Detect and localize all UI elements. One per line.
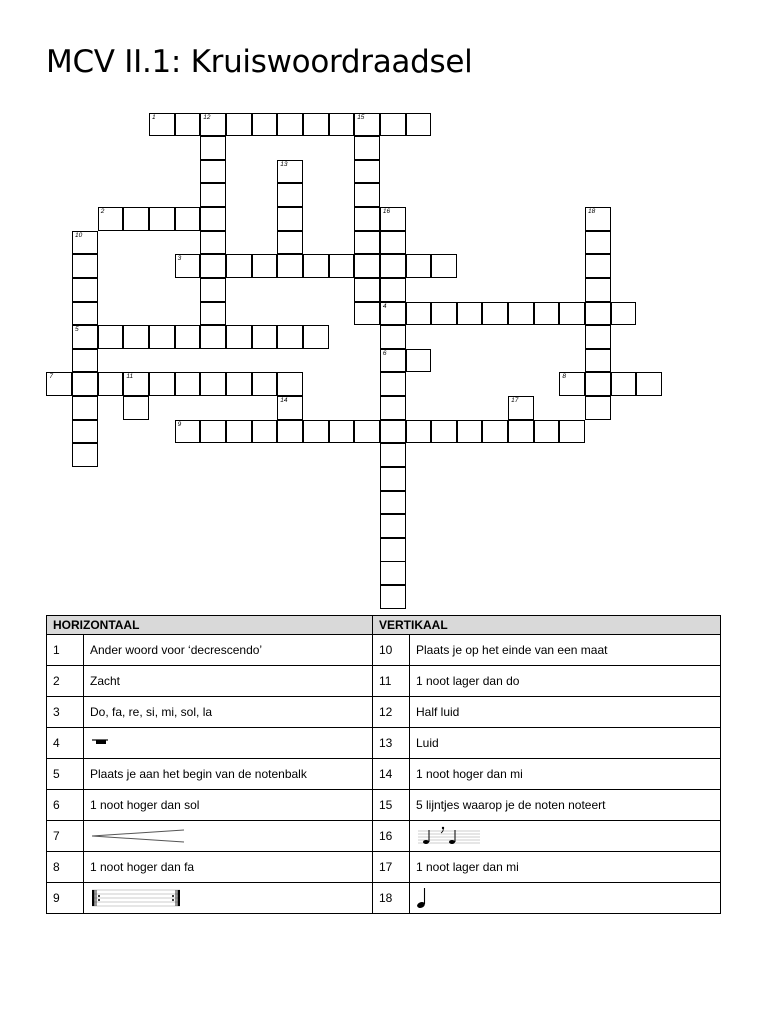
grid-cell[interactable]	[149, 207, 175, 231]
clue-picture	[84, 728, 373, 759]
page-title: MCV II.1: Kruiswoordraadsel	[46, 44, 473, 80]
header-horizontal: HORIZONTAAL	[47, 616, 373, 635]
grid-cell[interactable]	[200, 160, 226, 184]
grid-cell[interactable]	[72, 254, 98, 278]
clue-text: Plaats je aan het begin van de notenbalk	[84, 759, 373, 790]
grid-cell[interactable]	[200, 420, 226, 444]
clue-number-label: 7	[49, 373, 54, 381]
clue-number: 5	[47, 759, 84, 790]
grid-cell[interactable]	[585, 278, 611, 302]
grid-cell[interactable]	[252, 372, 278, 396]
grid-cell[interactable]	[72, 302, 98, 326]
quarter-note-icon	[416, 886, 430, 910]
grid-cell[interactable]	[123, 207, 149, 231]
grid-cell[interactable]	[175, 113, 201, 137]
grid-cell[interactable]	[482, 420, 508, 444]
grid-cell[interactable]	[277, 207, 303, 231]
grid-cell[interactable]	[354, 278, 380, 302]
clue-text: 5 lijntjes waarop je de noten noteert	[410, 790, 721, 821]
whole-rest-icon	[90, 736, 110, 750]
table-row	[47, 790, 721, 821]
grid-cell[interactable]	[585, 302, 611, 326]
grid-cell[interactable]	[380, 585, 406, 609]
grid-cell[interactable]	[277, 372, 303, 396]
grid-cell[interactable]	[431, 420, 457, 444]
header-vertical: VERTIKAAL	[373, 616, 721, 635]
grid-cell[interactable]	[636, 372, 662, 396]
table-row	[47, 759, 721, 790]
clue-number-label: 4	[382, 302, 387, 310]
grid-cell[interactable]	[406, 113, 432, 137]
grid-cell[interactable]	[457, 420, 483, 444]
clue-number: 1	[47, 635, 84, 666]
grid-cell[interactable]	[226, 372, 252, 396]
grid-cell[interactable]	[380, 372, 406, 396]
grid-cell[interactable]	[534, 302, 560, 326]
clue-number: 2	[47, 666, 84, 697]
grid-cell[interactable]	[277, 254, 303, 278]
grid-cell[interactable]	[380, 396, 406, 420]
grid-cell[interactable]	[200, 231, 226, 255]
clue-number-label: 1	[152, 113, 156, 121]
clue-number: 13	[373, 728, 410, 759]
grid-cell[interactable]	[123, 396, 149, 420]
grid-cell[interactable]	[277, 231, 303, 255]
grid-cell[interactable]	[329, 254, 355, 278]
grid-cell[interactable]	[72, 372, 98, 396]
grid-cell[interactable]	[226, 254, 252, 278]
clue-number: 15	[373, 790, 410, 821]
grid-cell[interactable]	[508, 420, 534, 444]
grid-cell[interactable]	[611, 372, 637, 396]
grid-cell[interactable]	[406, 254, 432, 278]
grid-cell[interactable]	[329, 113, 355, 137]
grid-cell[interactable]	[175, 372, 201, 396]
clue-number-label: 18	[588, 208, 596, 216]
grid-cell[interactable]	[123, 325, 149, 349]
clue-number: 8	[47, 852, 84, 883]
grid-cell[interactable]	[149, 372, 175, 396]
clue-number-label: 13	[280, 160, 288, 168]
grid-cell[interactable]	[303, 420, 329, 444]
clue-number-label: 12	[203, 113, 211, 121]
grid-cell[interactable]	[354, 136, 380, 160]
grid-cell[interactable]	[277, 113, 303, 137]
grid-cell[interactable]	[303, 254, 329, 278]
grid-cell[interactable]	[406, 302, 432, 326]
grid-cell[interactable]	[585, 231, 611, 255]
grid-cell[interactable]	[277, 325, 303, 349]
grid-cell[interactable]	[329, 420, 355, 444]
grid-cell[interactable]	[72, 278, 98, 302]
grid-cell[interactable]	[252, 254, 278, 278]
clue-table	[46, 615, 721, 914]
grid-cell[interactable]	[380, 113, 406, 137]
clue-number: 14	[373, 759, 410, 790]
grid-cell[interactable]	[380, 231, 406, 255]
grid-cell[interactable]	[406, 420, 432, 444]
grid-cell[interactable]	[72, 396, 98, 420]
table-row	[47, 728, 721, 759]
grid-cell[interactable]	[252, 420, 278, 444]
clue-number-label: 3	[177, 255, 182, 263]
clue-text: 1 noot hoger dan sol	[84, 790, 373, 821]
grid-cell[interactable]	[380, 491, 406, 515]
clue-text: Plaats je op het einde van een maat	[410, 635, 721, 666]
grid-cell[interactable]	[585, 396, 611, 420]
grid-cell[interactable]	[380, 538, 406, 562]
clue-number-label: 5	[75, 326, 79, 334]
grid-cell[interactable]	[354, 160, 380, 184]
grid-cell[interactable]	[303, 325, 329, 349]
clue-number: 12	[373, 697, 410, 728]
table-row	[47, 852, 721, 883]
grid-cell[interactable]	[380, 420, 406, 444]
grid-cell[interactable]	[482, 302, 508, 326]
clue-picture	[410, 883, 721, 914]
grid-cell[interactable]	[175, 207, 201, 231]
table-row	[47, 883, 721, 914]
repeat-sign-staff-icon	[90, 887, 182, 909]
grid-cell[interactable]	[508, 302, 534, 326]
grid-cell[interactable]	[380, 467, 406, 491]
grid-cell[interactable]	[303, 113, 329, 137]
grid-cell[interactable]	[200, 136, 226, 160]
grid-cell[interactable]	[72, 349, 98, 373]
clue-text: Ander woord voor ‘decrescendo’	[84, 635, 373, 666]
clue-number: 7	[47, 821, 84, 852]
grid-cell[interactable]	[72, 420, 98, 444]
grid-cell[interactable]	[354, 254, 380, 278]
grid-cell[interactable]	[200, 302, 226, 326]
grid-cell[interactable]	[559, 420, 585, 444]
crescendo-hairpin-icon	[90, 828, 186, 844]
grid-cell[interactable]	[354, 231, 380, 255]
grid-cell[interactable]	[457, 302, 483, 326]
grid-cell[interactable]	[175, 325, 201, 349]
clue-number: 4	[47, 728, 84, 759]
clue-number-label: 15	[357, 113, 365, 121]
grid-cell[interactable]	[559, 302, 585, 326]
clue-number: 6	[47, 790, 84, 821]
clue-picture	[84, 883, 373, 914]
grid-cell[interactable]	[252, 325, 278, 349]
clue-number: 10	[373, 635, 410, 666]
grid-cell[interactable]	[226, 113, 252, 137]
grid-cell[interactable]	[200, 254, 226, 278]
grid-cell[interactable]	[585, 254, 611, 278]
grid-cell[interactable]	[380, 278, 406, 302]
grid-cell[interactable]	[380, 561, 406, 585]
clue-number-label: 14	[280, 397, 288, 405]
grid-cell[interactable]	[149, 325, 175, 349]
grid-cell[interactable]	[277, 183, 303, 207]
clue-text: Zacht	[84, 666, 373, 697]
clue-number-label: 16	[382, 208, 391, 216]
grid-cell[interactable]	[406, 349, 432, 373]
clue-text: Luid	[410, 728, 721, 759]
grid-cell[interactable]	[252, 113, 278, 137]
grid-cell[interactable]	[98, 372, 124, 396]
grid-cell[interactable]	[226, 420, 252, 444]
grid-cell[interactable]	[226, 325, 252, 349]
grid-cell[interactable]	[585, 372, 611, 396]
clue-number: 9	[47, 883, 84, 914]
clue-text: 1 noot hoger dan fa	[84, 852, 373, 883]
grid-cell[interactable]	[380, 325, 406, 349]
clue-number-label: 2	[100, 208, 105, 216]
clue-text: 1 noot hoger dan mi	[410, 759, 721, 790]
table-row	[47, 666, 721, 697]
clue-picture	[84, 821, 373, 852]
clue-number: 16	[373, 821, 410, 852]
clue-number-label: 6	[382, 349, 387, 357]
grid-cell[interactable]	[200, 183, 226, 207]
grid-cell[interactable]	[611, 302, 637, 326]
clue-number: 3	[47, 697, 84, 728]
clue-text: 1 noot lager dan mi	[410, 852, 721, 883]
grid-cell[interactable]	[354, 420, 380, 444]
grid-cell[interactable]	[380, 443, 406, 467]
grid-cell[interactable]	[200, 207, 226, 231]
clue-picture	[410, 821, 721, 852]
clue-text: 1 noot lager dan do	[410, 666, 721, 697]
grid-cell[interactable]	[98, 325, 124, 349]
clue-number-label: 11	[126, 373, 134, 381]
table-row	[47, 697, 721, 728]
table-row	[47, 821, 721, 852]
grid-cell[interactable]	[200, 325, 226, 349]
grid-cell[interactable]	[380, 514, 406, 538]
clue-text: Half luid	[410, 697, 721, 728]
grid-cell[interactable]	[380, 254, 406, 278]
grid-cell[interactable]	[354, 207, 380, 231]
grid-cell[interactable]	[200, 372, 226, 396]
grid-cell[interactable]	[431, 254, 457, 278]
clue-number: 11	[373, 666, 410, 697]
grid-cell[interactable]	[354, 302, 380, 326]
grid-cell[interactable]	[585, 349, 611, 373]
clue-number-label: 17	[511, 397, 519, 405]
clue-text: Do, fa, re, si, mi, sol, la	[84, 697, 373, 728]
clue-number-label: 9	[177, 420, 182, 428]
grid-cell[interactable]	[534, 420, 560, 444]
clue-number-label: 8	[562, 373, 567, 381]
grid-cell[interactable]	[72, 443, 98, 467]
grid-cell[interactable]	[431, 302, 457, 326]
grid-cell[interactable]	[200, 278, 226, 302]
grid-cell[interactable]	[354, 183, 380, 207]
grid-cell[interactable]	[585, 325, 611, 349]
dotted-rhythm-staff-icon	[416, 825, 482, 847]
table-row	[47, 635, 721, 666]
clue-number: 18	[373, 883, 410, 914]
grid-cell[interactable]	[277, 420, 303, 444]
clue-number-label: 10	[75, 231, 83, 239]
clue-number: 17	[373, 852, 410, 883]
